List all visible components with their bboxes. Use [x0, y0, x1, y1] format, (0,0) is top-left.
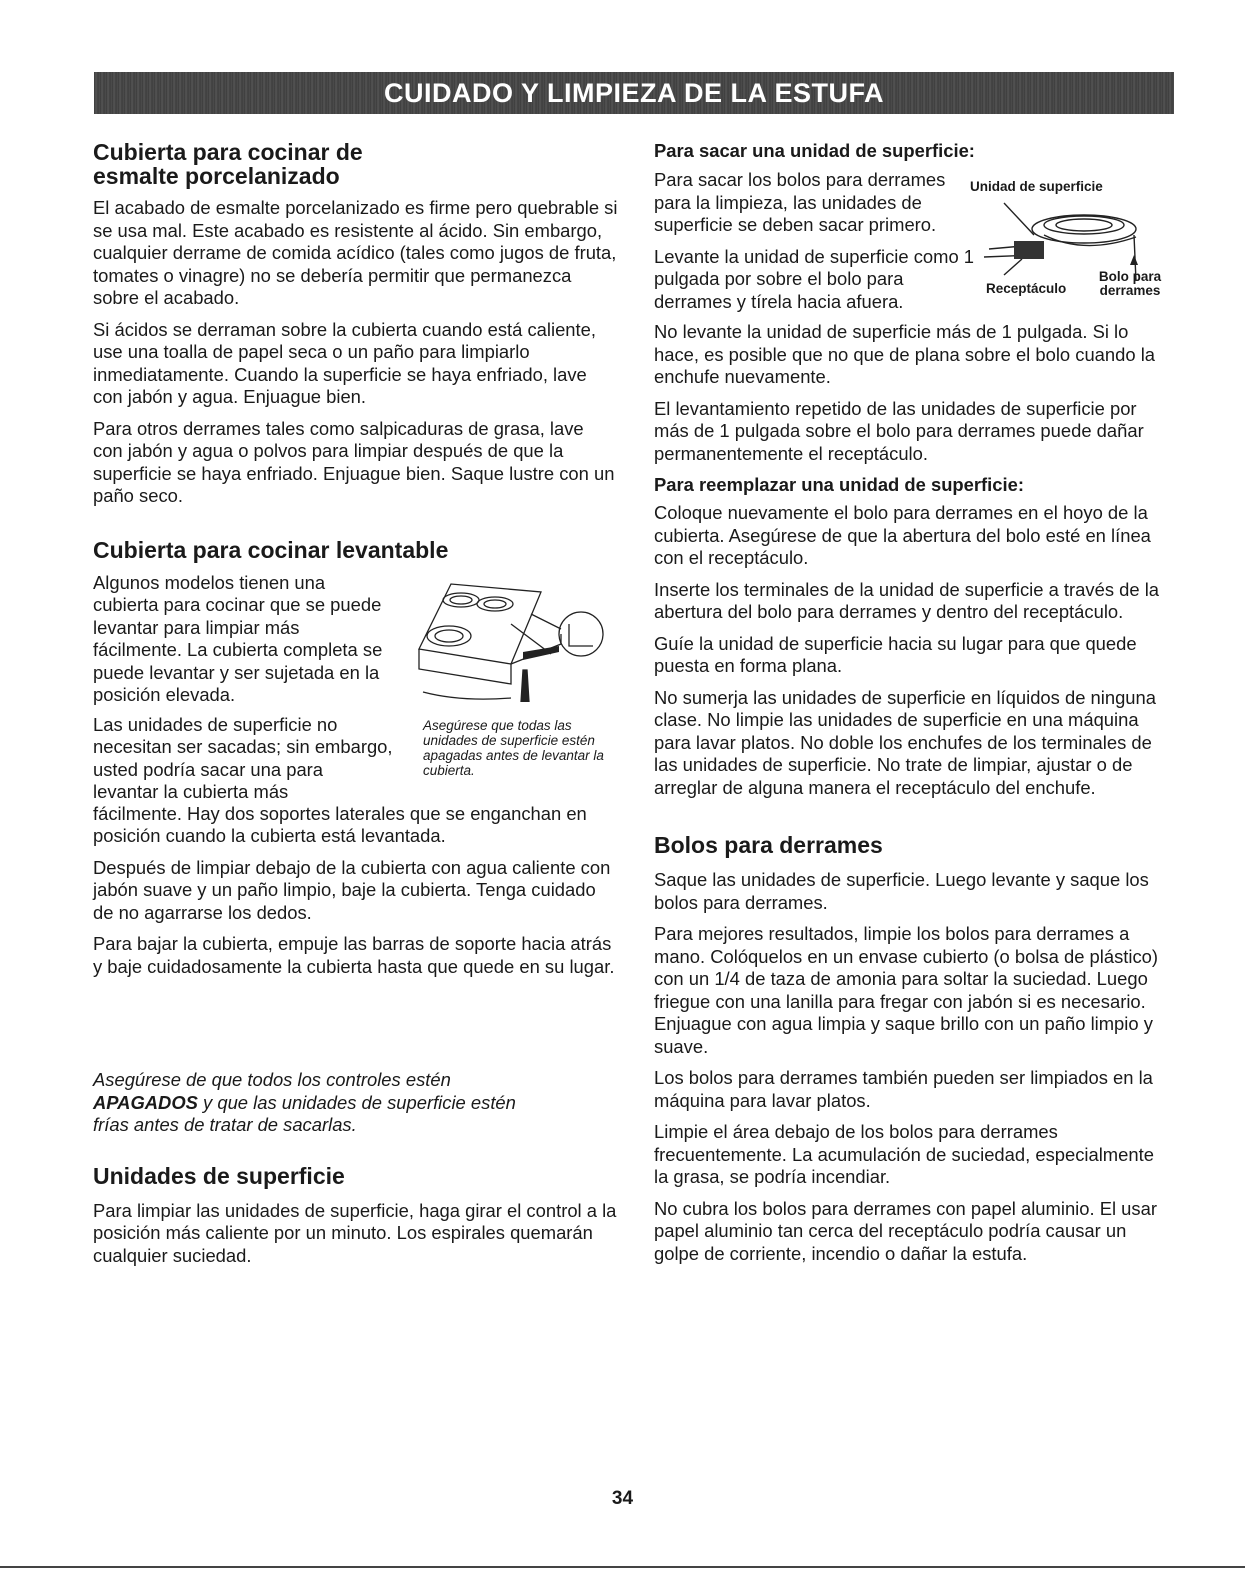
liftup-intro-block	[93, 572, 618, 704]
liftup-paragraph-3: Después de limpiar debajo de la cubierta con agua caliente con jabón suave y un paño limpio, baje la cubierta. Tenga cuidado de no agarrarse los dedos.	[93, 856, 611, 923]
remove-paragraph-3: No levante la unidad de superficie más de 1 pulgada. Si lo hace, es posible que no que de plana sobre el bolo cuando la enchufe nuevamente.	[654, 321, 1156, 387]
label-surface-unit: Unidad de superficie	[970, 179, 1103, 194]
porcelain-heading	[93, 140, 618, 188]
label-drip-bowl: Bolo para derrames	[1098, 269, 1162, 298]
replace-heading: Para reemplazar una unidad de superficie:	[654, 474, 1024, 495]
lift-cooktop-illustration	[411, 574, 611, 702]
safety-warning	[93, 1069, 523, 1137]
porcelain-paragraph-2: Si ácidos se derraman sobre la cubierta cuando está caliente, use una toalla de papel seca o un paño para limpiarlo inmediatamente. Cuando la superficie se haya enfriado, lave con jabón y agua. Enjuague bien.	[93, 318, 596, 407]
porcelain-heading-line1: Cubierta para cocinar de	[93, 139, 363, 165]
liftup-paragraph-2-part: Las unidades de superficie no necesitan ser sacadas; sin embargo, usted podría sacar una para levantar la cubierta más	[93, 713, 393, 802]
liftup-paragraph-2-rest: fácilmente. Hay dos soportes laterales que se enganchan en posición cuando la cubierta está levantada.	[93, 802, 587, 846]
section-title: CUIDADO Y LIMPIEZA DE LA ESTUFA	[383, 77, 885, 108]
remove-paragraph-4: El levantamiento repetido de las unidades de superficie por más de 1 pulgada sobre el bolo para derrames puede dañar permanentemente el receptáculo.	[654, 397, 1144, 464]
bowls-heading: Bolos para derrames	[654, 832, 883, 858]
remove-intro-block	[654, 169, 1169, 319]
label-receptacle: Receptáculo	[986, 281, 1067, 296]
bottom-divider	[0, 1566, 1245, 1568]
remove-paragraph-1: Para sacar los bolos para derrames para la limpieza, las unidades de superficie se deben sacar primero.	[654, 169, 946, 235]
liftup-paragraph-4: Para bajar la cubierta, empuje las barras de soporte hacia atrás y baje cuidadosamente la cubierta hasta que quede en su lugar.	[93, 933, 615, 977]
section-banner	[94, 72, 1174, 114]
remove-paragraph-2: Levante la unidad de superficie como 1 pulgada por sobre el bolo para derrames y tírela hacia afuera.	[654, 245, 975, 312]
porcelain-paragraph-3: Para otros derrames tales como salpicaduras de grasa, lave con jabón y agua o polvos para limpiar después de que la superficie se haya enfriado. Enjuague bien. Saque lustre con un paño seco.	[93, 417, 615, 506]
warning-text-bold: APAGADOS	[93, 1091, 198, 1113]
right-column	[654, 140, 1169, 1265]
bowls-paragraph-5: No cubra los bolos para derrames con papel aluminio. El usar papel aluminio tan cerca del receptáculo podría causar un golpe de corriente, incendio o dañar la estufa.	[654, 1197, 1157, 1264]
replace-paragraph-1: Coloque nuevamente el bolo para derrames en el hoyo de la cubierta. Asegúrese de que la abertura del bolo esté en línea con el receptáculo.	[654, 502, 1151, 568]
replace-paragraph-4: No sumerja las unidades de superficie en líquidos de ninguna clase. No limpie las unidades de superficie en una máquina para lavar platos. No doble los enchufes de los terminales de las unidades de superficie. No trate de limpiar, ajustar o de arreglar de alguna manera el receptáculo del enchufe.	[654, 686, 1156, 798]
liftup-units-block	[93, 714, 618, 804]
units-heading: Unidades de superficie	[93, 1162, 345, 1189]
warning-text-post: y que las unidades de superficie estén frías antes de tratar de sacarlas.	[93, 1091, 516, 1135]
bowls-paragraph-1: Saque las unidades de superficie. Luego levante y saque los bolos para derrames.	[654, 869, 1149, 913]
warning-text-pre: Asegúrese de que todos los controles estén	[93, 1069, 451, 1090]
liftup-paragraph-1: Algunos modelos tienen una cubierta para cocinar que se puede levantar para limpiar más fácilmente. La cubierta completa se puede levantar y ser sujetada en la posición elevada.	[93, 571, 383, 705]
bowls-paragraph-2: Para mejores resultados, limpie los bolos para derrames a mano. Colóquelos en un envase cubierto (o bolsa de plástico) con un 1/4 de taza de amonia para soltar la suciedad. Luego friegue con una lanilla para fregar con jabón si es necesario. Enjuague con agua limpia y saque brillo con un paño limpio y suave.	[654, 923, 1159, 1057]
units-paragraph-1: Para limpiar las unidades de superficie, haga girar el control a la posición más caliente por un minuto. Los espirales quemarán cualquier suciedad.	[93, 1199, 617, 1266]
left-column	[93, 140, 618, 1267]
bowls-paragraph-4: Limpie el área debajo de los bolos para derrames frecuentemente. La acumulación de suciedad, especialmente la grasa, se podría incendiar.	[654, 1121, 1154, 1187]
page-number: 34	[611, 1488, 634, 1509]
porcelain-heading-line2: esmalte porcelanizado	[93, 163, 340, 189]
bowls-paragraph-3: Los bolos para derrames también pueden ser limpiados en la máquina para lavar platos.	[654, 1067, 1153, 1111]
replace-paragraph-2: Inserte los terminales de la unidad de superficie a través de la abertura del bolo para derrames y dentro del receptáculo.	[654, 578, 1160, 622]
liftup-heading: Cubierta para cocinar levantable	[93, 536, 449, 563]
remove-heading: Para sacar una unidad de superficie:	[654, 140, 975, 161]
liftup-caption: Asegúrese que todas las unidades de superficie estén apagadas antes de levantar la cubierta.	[423, 717, 604, 778]
replace-paragraph-3: Guíe la unidad de superficie hacia su lugar para que quede puesta en forma plana.	[654, 632, 1137, 676]
porcelain-paragraph-1: El acabado de esmalte porcelanizado es firme pero quebrable si se usa mal. Este acabado es resistente al ácido. Sin embargo, cualquier derrame de comida acídico (tales como jugos de fruta, tomates o vinagre) no se debería permitir que permanezca sobre el acabado.	[93, 197, 618, 308]
